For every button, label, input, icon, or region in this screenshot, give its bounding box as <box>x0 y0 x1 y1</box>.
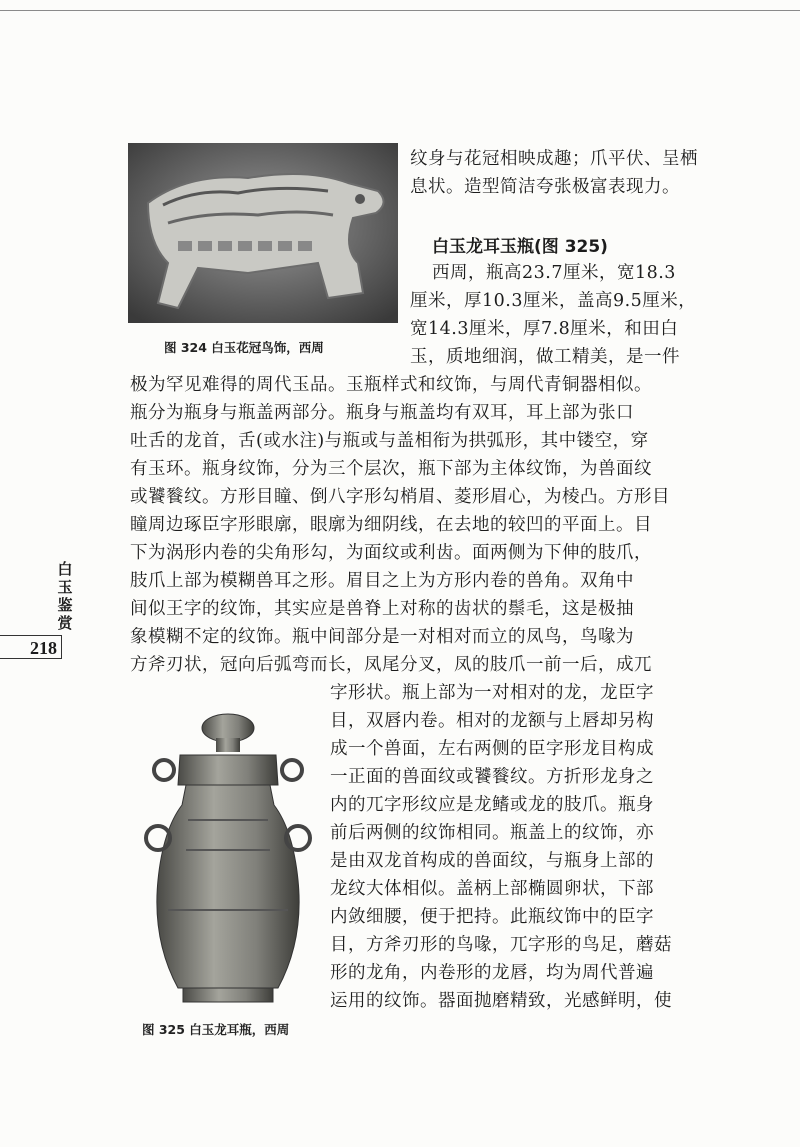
side-tab-char: 白 <box>57 560 73 578</box>
body-line: 玉，质地细润，做工精美，是一件 <box>410 347 680 367</box>
side-tab <box>54 560 76 632</box>
body-line: 象模糊不定的纹饰。瓶中间部分是一对相对而立的凤鸟，鸟喙为 <box>130 627 634 647</box>
body-line: 西周，瓶高23.7厘米，宽18.3 <box>432 263 676 283</box>
body-line: 目，双唇内卷。相对的龙额与上唇却另构 <box>330 711 654 731</box>
body-line: 内的兀字形纹应是龙鳍或龙的肢爪。瓶身 <box>330 795 654 815</box>
body-line: 纹身与花冠相映成趣；爪平伏、呈栖 <box>410 149 698 169</box>
body-line: 龙纹大体相似。盖柄上部椭圆卵状，下部 <box>330 879 654 899</box>
body-line: 内敛细腰，便于把持。此瓶纹饰中的臣字 <box>330 907 654 927</box>
body-line: 字形状。瓶上部为一对相对的龙，龙臣字 <box>330 683 654 703</box>
section-title: 白玉龙耳玉瓶(图 325) <box>432 237 608 257</box>
body-line: 肢爪上部为模糊兽耳之形。眉目之上为方形内卷的兽角。双角中 <box>130 571 634 591</box>
body-line: 极为罕见难得的周代玉品。玉瓶样式和纹饰，与周代青铜器相似。 <box>130 375 652 395</box>
body-line: 是由双龙首构成的兽面纹，与瓶身上部的 <box>330 851 654 871</box>
side-tab-char: 鉴 <box>57 596 73 614</box>
body-line: 方斧刃状，冠向后弧弯而长，凤尾分叉，凤的肢爪一前一后，成兀 <box>130 655 652 675</box>
body-line: 一正面的兽面纹或饕餮纹。方折形龙身之 <box>330 767 654 787</box>
body-line: 或饕餮纹。方形目瞳、倒八字形勾梢眉、菱形眉心，为棱凸。方形目 <box>130 487 670 507</box>
body-line: 吐舌的龙首，舌(或水注)与瓶或与盖相衔为拱弧形，其中镂空，穿 <box>130 431 649 451</box>
body-line: 瓶分为瓶身与瓶盖两部分。瓶身与瓶盖均有双耳，耳上部为张口 <box>130 403 634 423</box>
body-line: 瞳周边琢臣字形眼廓，眼廓为细阴线，在去地的较凹的平面上。目 <box>130 515 652 535</box>
figure-324-caption: 图 324 白玉花冠鸟饰，西周 <box>164 340 324 355</box>
body-line: 下为涡形内卷的尖角形勾，为面纹或利齿。面两侧为下伸的肢爪， <box>130 543 652 563</box>
body-line: 形的龙角，内卷形的龙唇，均为周代普遍 <box>330 963 654 983</box>
top-rule <box>0 10 800 11</box>
body-line: 目，方斧刃形的鸟喙，兀字形的鸟足，蘑菇 <box>330 935 672 955</box>
figure-325-image <box>128 710 328 1010</box>
body-line: 有玉环。瓶身纹饰，分为三个层次，瓶下部为主体纹饰，为兽面纹 <box>130 459 652 479</box>
side-tab-char: 赏 <box>57 614 73 632</box>
figure-325-caption: 图 325 白玉龙耳瓶，西周 <box>142 1022 290 1037</box>
body-line: 厘米，厚10.3厘米，盖高9.5厘米， <box>410 291 697 311</box>
body-line: 前后两侧的纹饰相同。瓶盖上的纹饰，亦 <box>330 823 654 843</box>
page-number: 218 <box>0 635 62 659</box>
body-line: 运用的纹饰。器面抛磨精致，光感鲜明，使 <box>330 991 672 1011</box>
side-tab-char: 玉 <box>57 578 73 596</box>
body-line: 宽14.3厘米，厚7.8厘米，和田白 <box>410 319 679 339</box>
figure-324-image <box>128 143 398 323</box>
body-line: 息状。造型简洁夸张极富表现力。 <box>410 177 680 197</box>
body-line: 间似王字的纹饰，其实应是兽脊上对称的齿状的鬃毛，这是极抽 <box>130 599 634 619</box>
body-line: 成一个兽面，左右两侧的臣字形龙目构成 <box>330 739 654 759</box>
